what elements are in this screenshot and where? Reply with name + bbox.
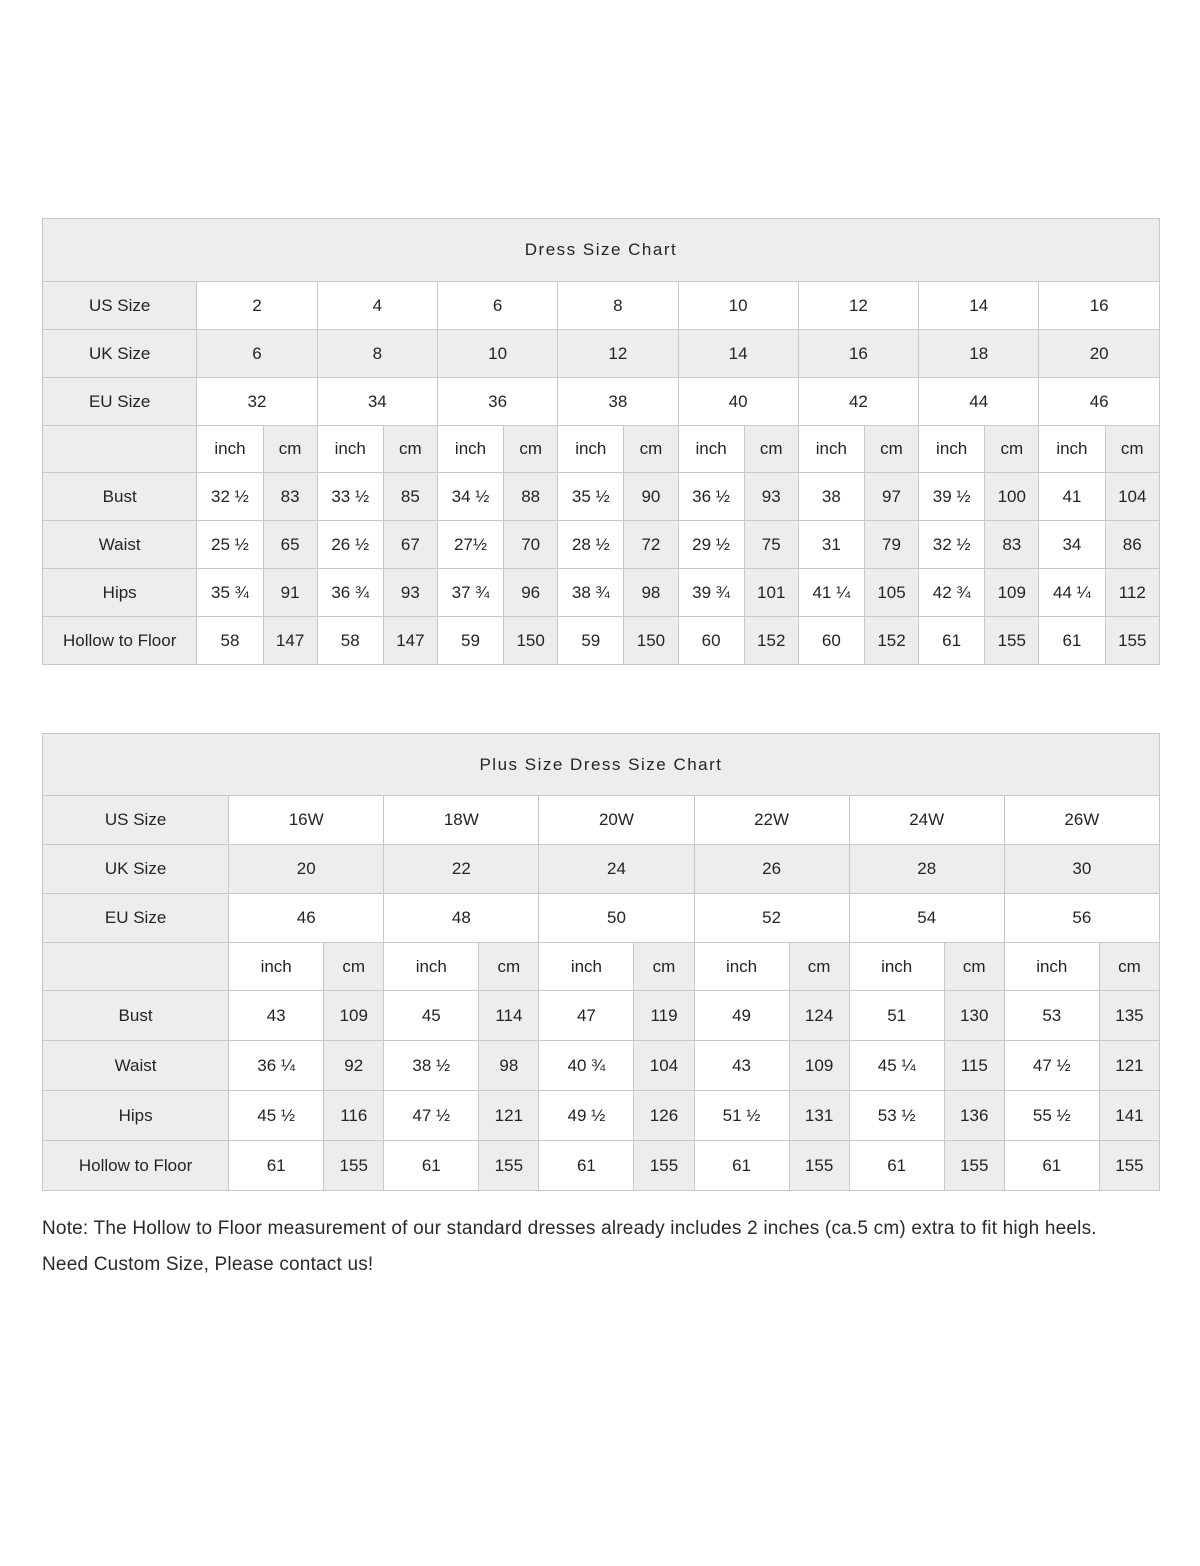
unit-cell: cm [1099,943,1159,991]
unit-cell: cm [324,943,384,991]
measure-value-cell: 25 ½ [197,521,263,569]
size-value-cell: 16W [229,796,384,845]
size-value-cell: 2 [197,282,317,330]
measure-value-cell: 31 [798,521,864,569]
measure-value-cell: 38 ½ [384,1041,479,1091]
size-value-cell: 46 [1039,378,1160,426]
measure-value-cell: 61 [849,1141,944,1191]
measure-value-cell: 49 ½ [539,1091,634,1141]
measure-value-cell: 47 ½ [384,1091,479,1141]
measure-value-cell: 37 ¾ [437,569,503,617]
unit-cell: cm [985,426,1039,473]
measure-value-cell: 109 [789,1041,849,1091]
unit-cell: inch [539,943,634,991]
measure-value-cell: 105 [864,569,918,617]
row-label: Bust [43,991,229,1041]
size-value-cell: 26 [694,845,849,894]
measure-value-cell: 104 [634,1041,694,1091]
measure-value-cell: 93 [383,569,437,617]
size-value-cell: 20W [539,796,694,845]
measure-value-cell: 126 [634,1091,694,1141]
row-label: UK Size [43,330,197,378]
row-label: Waist [43,521,197,569]
plus-size-chart-table [42,733,1160,1191]
row-label: Hips [43,1091,229,1141]
measure-value-cell: 114 [479,991,539,1041]
measure-value-cell: 141 [1099,1091,1159,1141]
unit-cell: cm [1105,426,1160,473]
unit-cell: inch [229,943,324,991]
size-value-cell: 22 [384,845,539,894]
measure-value-cell: 155 [1105,617,1160,665]
size-value-cell: 10 [437,330,557,378]
size-value-cell: 10 [678,282,798,330]
size-value-cell: 42 [798,378,918,426]
unit-cell: cm [789,943,849,991]
measure-value-cell: 115 [944,1041,1004,1091]
size-value-cell: 34 [317,378,437,426]
size-value-cell: 30 [1004,845,1159,894]
measure-value-cell: 100 [985,473,1039,521]
unit-cell: inch [558,426,624,473]
measure-value-cell: 116 [324,1091,384,1141]
unit-cell: cm [624,426,678,473]
measure-value-cell: 155 [985,617,1039,665]
measure-value-cell: 36 ½ [678,473,744,521]
unit-cell: inch [437,426,503,473]
unit-cell: cm [744,426,798,473]
size-value-cell: 26W [1004,796,1159,845]
measure-value-cell: 45 ¼ [849,1041,944,1091]
measure-value-cell: 61 [919,617,985,665]
size-value-cell: 52 [694,894,849,943]
measure-value-cell: 98 [479,1041,539,1091]
row-label: EU Size [43,894,229,943]
measure-value-cell: 49 [694,991,789,1041]
measure-value-cell: 42 ¾ [919,569,985,617]
measure-value-cell: 104 [1105,473,1160,521]
measure-value-cell: 135 [1099,991,1159,1041]
measure-value-cell: 155 [789,1141,849,1191]
size-value-cell: 24 [539,845,694,894]
measure-value-cell: 32 ½ [919,521,985,569]
measure-value-cell: 47 [539,991,634,1041]
measure-value-cell: 92 [324,1041,384,1091]
measure-value-cell: 97 [864,473,918,521]
measure-value-cell: 83 [263,473,317,521]
measure-value-cell: 43 [229,991,324,1041]
size-value-cell: 56 [1004,894,1159,943]
measure-value-cell: 155 [479,1141,539,1191]
unit-cell: cm [479,943,539,991]
size-value-cell: 22W [694,796,849,845]
measure-value-cell: 26 ½ [317,521,383,569]
size-value-cell: 48 [384,894,539,943]
row-label: US Size [43,282,197,330]
measure-value-cell: 90 [624,473,678,521]
measure-value-cell: 109 [324,991,384,1041]
size-value-cell: 8 [317,330,437,378]
measure-value-cell: 155 [634,1141,694,1191]
row-label: UK Size [43,845,229,894]
measure-value-cell: 155 [944,1141,1004,1191]
unit-cell: cm [944,943,1004,991]
row-label [43,426,197,473]
measure-value-cell: 58 [197,617,263,665]
unit-cell: cm [504,426,558,473]
size-value-cell: 14 [678,330,798,378]
unit-cell: cm [634,943,694,991]
size-value-cell: 50 [539,894,694,943]
measure-value-cell: 58 [317,617,383,665]
measure-value-cell: 60 [678,617,744,665]
measure-value-cell: 41 [1039,473,1105,521]
measure-value-cell: 34 ½ [437,473,503,521]
measure-value-cell: 61 [539,1141,634,1191]
size-value-cell: 54 [849,894,1004,943]
unit-cell: inch [919,426,985,473]
size-value-cell: 38 [558,378,678,426]
measure-value-cell: 91 [263,569,317,617]
size-value-cell: 12 [798,282,918,330]
unit-cell: inch [197,426,263,473]
measure-value-cell: 155 [1099,1141,1159,1191]
note-line-2: Need Custom Size, Please contact us! [42,1254,374,1276]
measure-value-cell: 35 ½ [558,473,624,521]
measure-value-cell: 60 [798,617,864,665]
size-value-cell: 40 [678,378,798,426]
size-value-cell: 16 [1039,282,1160,330]
measure-value-cell: 72 [624,521,678,569]
size-value-cell: 28 [849,845,1004,894]
measure-value-cell: 119 [634,991,694,1041]
row-label: Hips [43,569,197,617]
measure-value-cell: 40 ¾ [539,1041,634,1091]
row-label [43,943,229,991]
note-line-1: Note: The Hollow to Floor measurement of our standard dresses already includes 2 inches (ca.5 cm) extra to fit high heels. [42,1218,1097,1239]
measure-value-cell: 109 [985,569,1039,617]
measure-value-cell: 53 [1004,991,1099,1041]
measure-value-cell: 38 ¾ [558,569,624,617]
size-value-cell: 46 [229,894,384,943]
size-value-cell: 16 [798,330,918,378]
unit-cell: cm [383,426,437,473]
measure-value-cell: 67 [383,521,437,569]
unit-cell: cm [864,426,918,473]
chart-title: Dress Size Chart [43,219,1160,282]
measure-value-cell: 85 [383,473,437,521]
unit-cell: inch [384,943,479,991]
measure-value-cell: 88 [504,473,558,521]
measure-value-cell: 121 [479,1091,539,1141]
unit-cell: inch [849,943,944,991]
chart-title: Plus Size Dress Size Chart [43,734,1160,796]
measure-value-cell: 136 [944,1091,1004,1141]
measure-value-cell: 59 [558,617,624,665]
measure-value-cell: 35 ¾ [197,569,263,617]
measure-value-cell: 75 [744,521,798,569]
measure-value-cell: 33 ½ [317,473,383,521]
measure-value-cell: 47 ½ [1004,1041,1099,1091]
row-label: Hollow to Floor [43,1141,229,1191]
measure-value-cell: 43 [694,1041,789,1091]
unit-cell: inch [1004,943,1099,991]
size-value-cell: 18 [919,330,1039,378]
size-value-cell: 6 [197,330,317,378]
measure-value-cell: 44 ¼ [1039,569,1105,617]
measure-value-cell: 29 ½ [678,521,744,569]
measure-value-cell: 61 [1004,1141,1099,1191]
unit-cell: inch [317,426,383,473]
measure-value-cell: 101 [744,569,798,617]
measure-value-cell: 83 [985,521,1039,569]
measure-value-cell: 150 [624,617,678,665]
note-text [42,1211,1160,1283]
size-value-cell: 24W [849,796,1004,845]
row-label: US Size [43,796,229,845]
unit-cell: cm [263,426,317,473]
size-value-cell: 44 [919,378,1039,426]
measure-value-cell: 121 [1099,1041,1159,1091]
measure-value-cell: 152 [864,617,918,665]
measure-value-cell: 152 [744,617,798,665]
measure-value-cell: 98 [624,569,678,617]
measure-value-cell: 55 ½ [1004,1091,1099,1141]
measure-value-cell: 41 ¼ [798,569,864,617]
measure-value-cell: 61 [694,1141,789,1191]
row-label: Hollow to Floor [43,617,197,665]
measure-value-cell: 79 [864,521,918,569]
measure-value-cell: 27½ [437,521,503,569]
measure-value-cell: 61 [1039,617,1105,665]
measure-value-cell: 45 [384,991,479,1041]
measure-value-cell: 38 [798,473,864,521]
size-value-cell: 8 [558,282,678,330]
measure-value-cell: 96 [504,569,558,617]
measure-value-cell: 61 [384,1141,479,1191]
measure-value-cell: 39 ¾ [678,569,744,617]
measure-value-cell: 150 [504,617,558,665]
measure-value-cell: 130 [944,991,1004,1041]
measure-value-cell: 45 ½ [229,1091,324,1141]
size-value-cell: 32 [197,378,317,426]
unit-cell: inch [694,943,789,991]
size-value-cell: 6 [437,282,557,330]
measure-value-cell: 93 [744,473,798,521]
measure-value-cell: 39 ½ [919,473,985,521]
size-value-cell: 36 [437,378,557,426]
size-value-cell: 14 [919,282,1039,330]
measure-value-cell: 36 ¼ [229,1041,324,1091]
measure-value-cell: 51 ½ [694,1091,789,1141]
measure-value-cell: 147 [383,617,437,665]
standard-size-chart-table [42,218,1160,665]
size-value-cell: 20 [1039,330,1160,378]
row-label: EU Size [43,378,197,426]
size-value-cell: 18W [384,796,539,845]
size-value-cell: 20 [229,845,384,894]
measure-value-cell: 131 [789,1091,849,1141]
measure-value-cell: 36 ¾ [317,569,383,617]
measure-value-cell: 155 [324,1141,384,1191]
unit-cell: inch [1039,426,1105,473]
measure-value-cell: 147 [263,617,317,665]
measure-value-cell: 65 [263,521,317,569]
row-label: Waist [43,1041,229,1091]
row-label: Bust [43,473,197,521]
measure-value-cell: 32 ½ [197,473,263,521]
measure-value-cell: 61 [229,1141,324,1191]
measure-value-cell: 70 [504,521,558,569]
measure-value-cell: 59 [437,617,503,665]
unit-cell: inch [678,426,744,473]
size-value-cell: 12 [558,330,678,378]
measure-value-cell: 53 ½ [849,1091,944,1141]
measure-value-cell: 28 ½ [558,521,624,569]
measure-value-cell: 34 [1039,521,1105,569]
measure-value-cell: 51 [849,991,944,1041]
size-value-cell: 4 [317,282,437,330]
measure-value-cell: 86 [1105,521,1160,569]
measure-value-cell: 112 [1105,569,1160,617]
unit-cell: inch [798,426,864,473]
measure-value-cell: 124 [789,991,849,1041]
